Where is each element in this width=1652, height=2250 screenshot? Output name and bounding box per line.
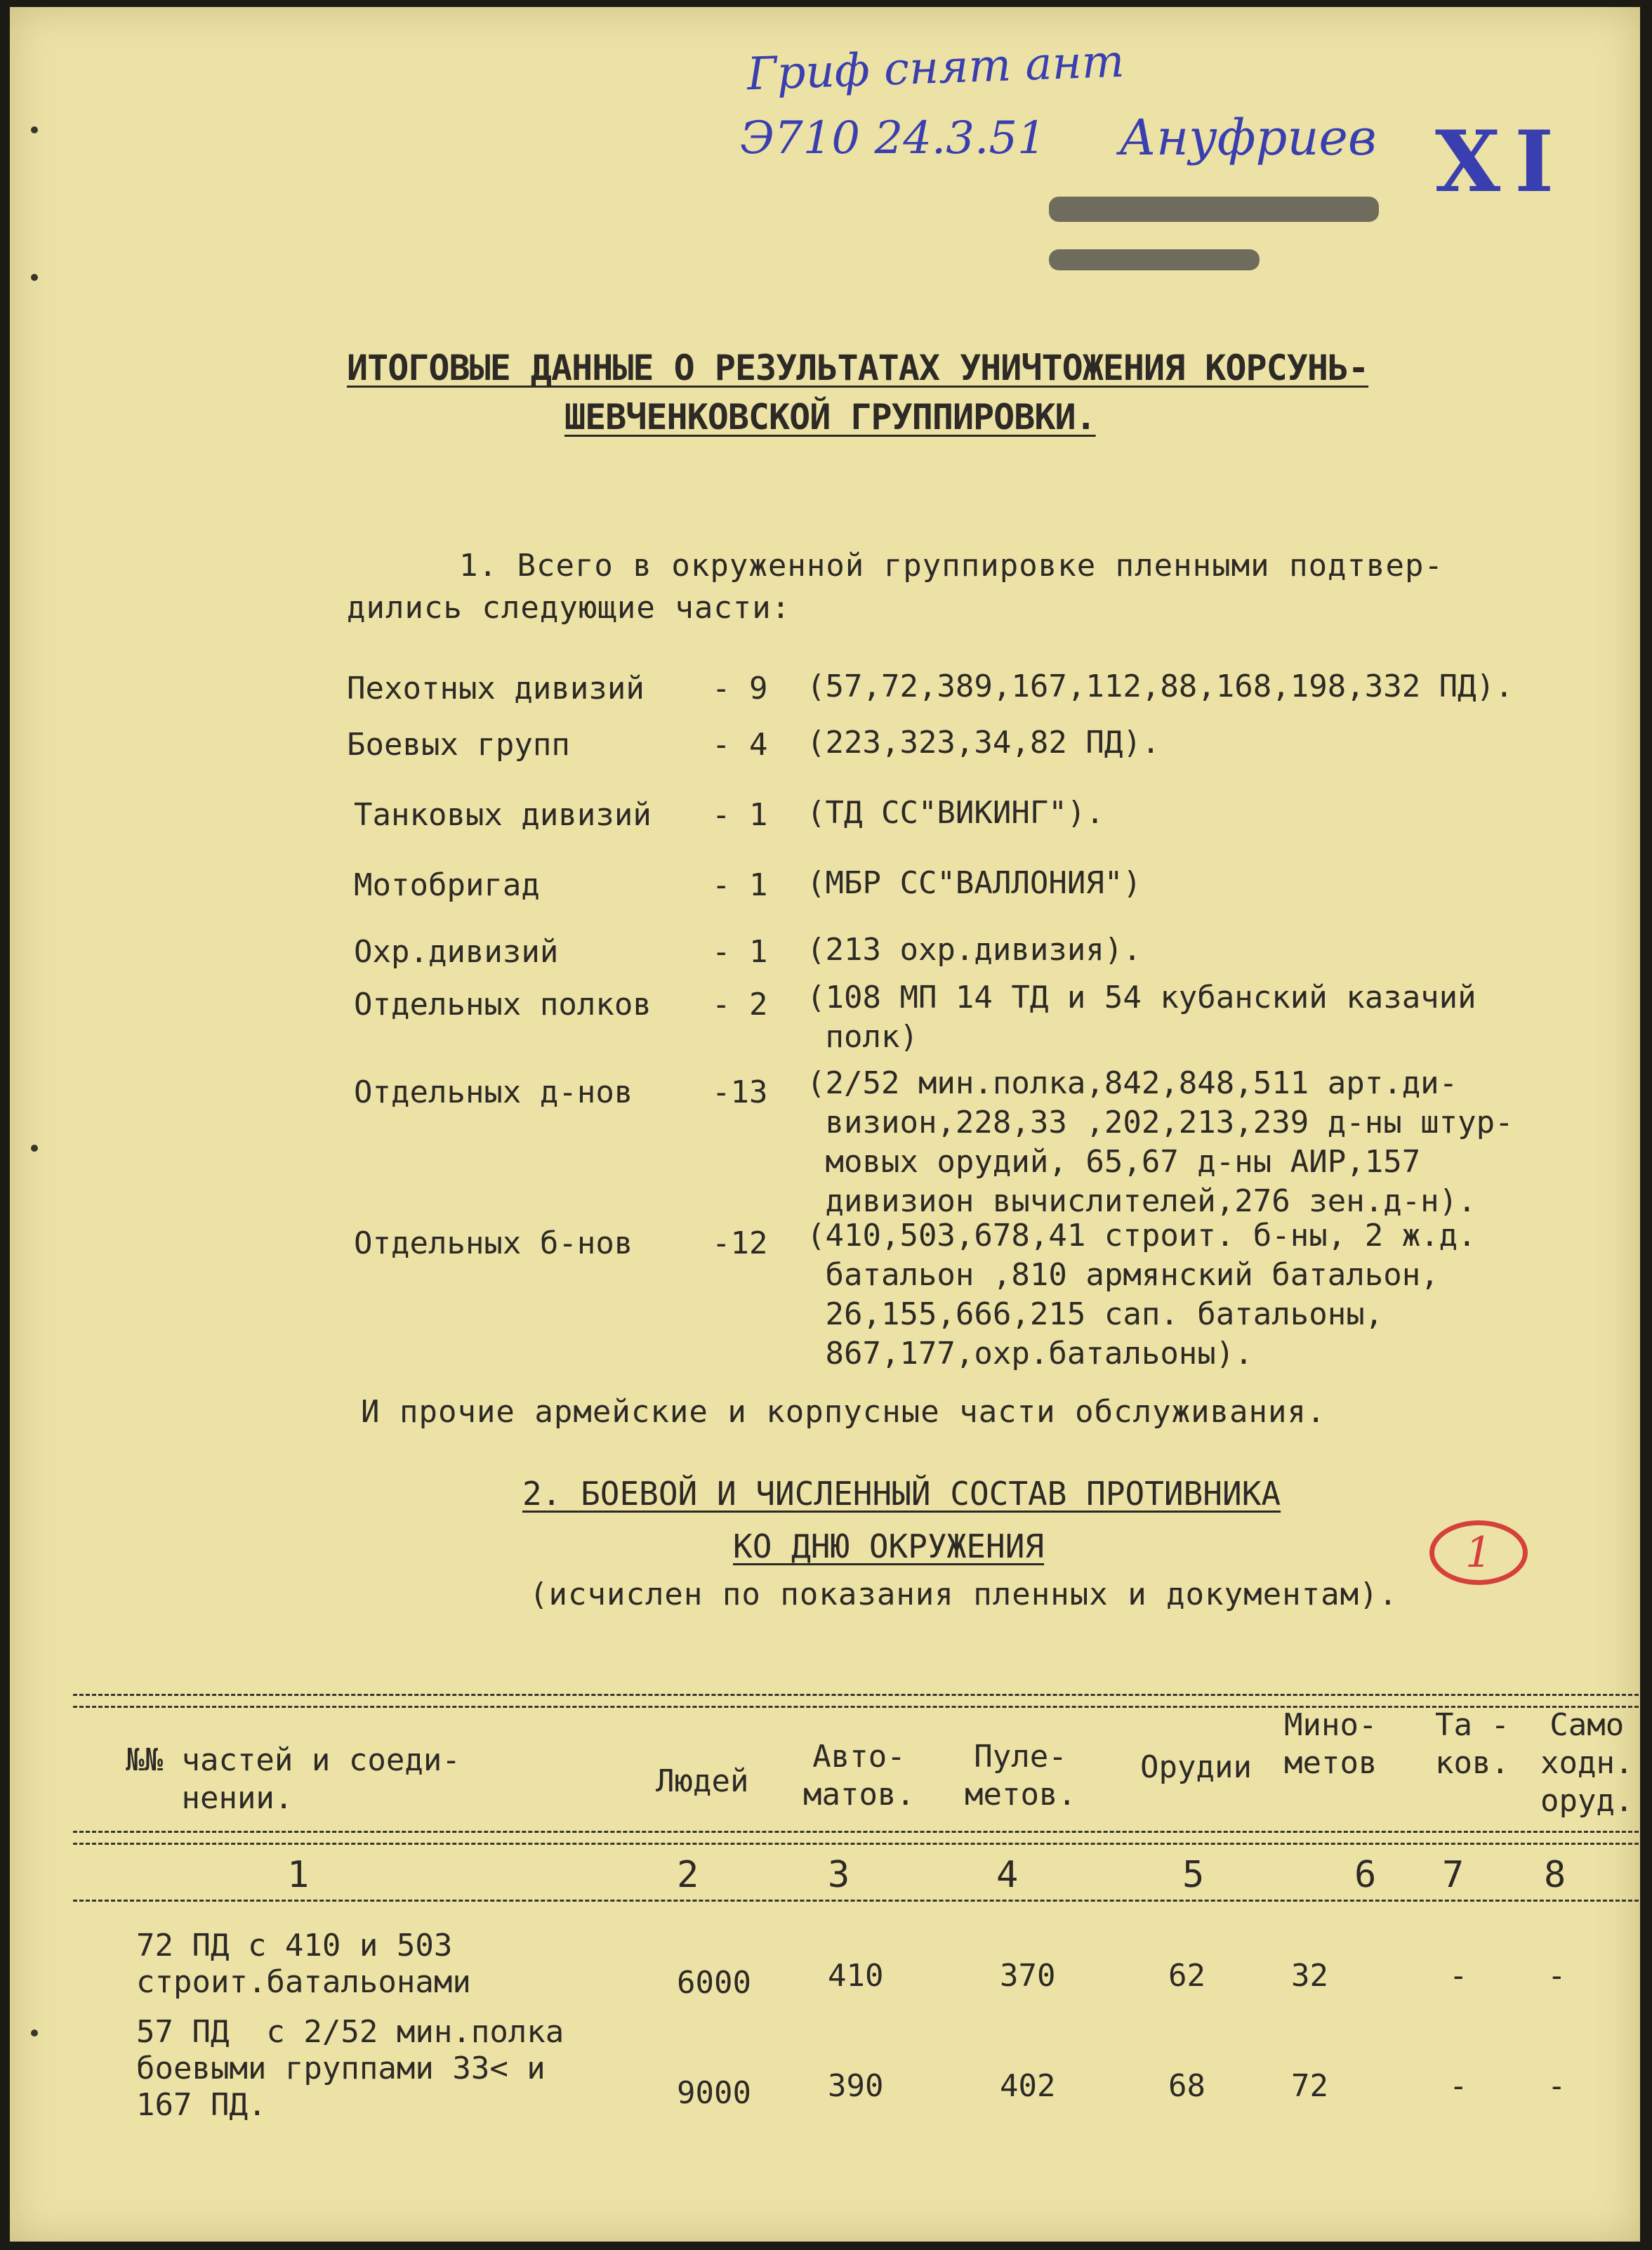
unit-detail: (ТД СС"ВИКИНГ"). — [807, 795, 1104, 831]
table-cell-tanks: - — [1449, 2068, 1468, 2104]
unit-count: - 1 — [712, 797, 768, 833]
table-cell-tanks: - — [1449, 1958, 1468, 1994]
unit-count: -13 — [712, 1074, 768, 1110]
table-row-unit-name: 72 ПД с 410 и 503 строит.батальонами — [136, 1928, 471, 2000]
table-cell-people: 9000 — [677, 2075, 751, 2111]
table-header-units: №№ частей и соеди- нении. — [126, 1742, 461, 1816]
unit-label: Отдельных д-нов — [354, 1074, 633, 1110]
binder-hole — [31, 126, 38, 133]
unit-detail: (213 охр.дивизия). — [807, 932, 1142, 968]
column-number: 4 — [996, 1854, 1019, 1896]
table-header-guns: Орудии — [1140, 1749, 1252, 1785]
unit-label: Боевых групп — [347, 727, 570, 763]
table-cell-mortars: 32 — [1291, 1958, 1328, 1994]
table-header-people: Людей — [656, 1763, 749, 1799]
section2-subtitle: (исчислен по показания пленных и документам). — [529, 1577, 1399, 1612]
handwritten-date-note: Э710 24.3.51 — [740, 112, 1046, 164]
section1-intro-line2: дились следующие части: — [347, 590, 791, 626]
unit-detail: (410,503,678,41 строит. б-ны, 2 ж.д. батальон ,810 армянский батальон, 26,155,666,215 сап. батальоны, 867,177,охр.батальоны). — [807, 1218, 1476, 1371]
handwritten-roman-numeral: XI — [1435, 112, 1568, 211]
section1-intro-line1: 1. Всего в окруженной группировке пленными подтвер- — [459, 548, 1444, 584]
unit-label: Отдельных б-нов — [354, 1225, 633, 1261]
table-column-number-rule — [73, 1900, 1639, 1902]
unit-label: Пехотных дивизий — [347, 671, 645, 706]
redaction-mark — [1049, 249, 1260, 270]
table-header-tanks: Та - ков. — [1435, 1707, 1509, 1781]
table-header-submachine-guns: Авто- матов. — [803, 1739, 915, 1813]
table-cell-guns: 68 — [1168, 2068, 1205, 2104]
section2-title-line2: КО ДНЮ ОКРУЖЕНИЯ — [733, 1527, 1045, 1565]
unit-count: -12 — [712, 1225, 768, 1261]
table-row-unit-name: 57 ПД с 2/52 мин.полка боевыми группами 33< и 167 ПД. — [136, 2014, 564, 2123]
document-title-line2: ШЕВЧЕНКОВСКОЙ ГРУППИРОВКИ. — [564, 397, 1096, 438]
section2-title-line1: 2. БОЕВОЙ И ЧИСЛЕННЫЙ СОСТАВ ПРОТИВНИКА — [522, 1475, 1281, 1513]
handwritten-declassification-note: Гриф снят ант — [746, 35, 1125, 101]
column-number: 5 — [1182, 1854, 1205, 1896]
unit-count: - 9 — [712, 671, 768, 706]
table-cell-submachine-guns: 410 — [828, 1958, 884, 1994]
column-number: 8 — [1544, 1854, 1566, 1896]
column-number: 1 — [287, 1854, 310, 1896]
unit-detail: (223,323,34,82 ПД). — [807, 725, 1161, 761]
unit-detail: (2/52 мин.полка,842,848,511 арт.ди- визион,228,33 ,202,213,239 д-ны штур- мовых орудий, 65,67 д-ны АИР,157 дивизион вычислителей,276 зен.д-н). — [807, 1065, 1514, 1219]
table-cell-machine-guns: 402 — [1000, 2068, 1056, 2104]
unit-label: Отдельных полков — [354, 987, 652, 1022]
table-cell-people: 6000 — [677, 1965, 751, 2001]
column-number: 6 — [1354, 1854, 1377, 1896]
binder-hole — [31, 2029, 38, 2037]
column-number: 7 — [1442, 1854, 1465, 1896]
unit-label: Танковых дивизий — [354, 797, 652, 833]
unit-detail: (108 МП 14 ТД и 54 кубанский казачий полк) — [807, 980, 1476, 1055]
table-cell-mortars: 72 — [1291, 2068, 1328, 2104]
redaction-mark — [1049, 197, 1379, 222]
section1-footer: И прочие армейские и корпусные части обслуживания. — [361, 1394, 1326, 1430]
handwritten-signature: Ануфриев — [1119, 109, 1377, 166]
unit-detail: (57,72,389,167,112,88,168,198,332 ПД). — [807, 669, 1514, 704]
unit-detail: (МБР СС"ВАЛЛОНИЯ") — [807, 865, 1142, 901]
table-cell-self-propelled: - — [1547, 2068, 1566, 2104]
table-header-rule — [73, 1831, 1639, 1845]
binder-hole — [31, 274, 38, 281]
document-title-line1: ИТОГОВЫЕ ДАННЫЕ О РЕЗУЛЬТАТАХ УНИЧТОЖЕНИЯ КОРСУНЬ- — [347, 348, 1369, 388]
column-number: 2 — [677, 1854, 699, 1896]
unit-label: Мотобригад — [354, 867, 540, 903]
document-page — [10, 7, 1640, 2242]
table-cell-self-propelled: - — [1547, 1958, 1566, 1994]
table-cell-submachine-guns: 390 — [828, 2068, 884, 2104]
unit-count: - 2 — [712, 987, 768, 1022]
table-header-mortars: Мино- метов — [1284, 1707, 1377, 1781]
table-cell-guns: 62 — [1168, 1958, 1205, 1994]
table-top-rule — [73, 1694, 1639, 1708]
page-number-circle: 1 — [1429, 1520, 1528, 1585]
unit-count: - 1 — [712, 867, 768, 903]
column-number: 3 — [828, 1854, 850, 1896]
unit-count: - 4 — [712, 727, 768, 763]
table-cell-machine-guns: 370 — [1000, 1958, 1056, 1994]
unit-label: Охр.дивизий — [354, 934, 559, 970]
unit-count: - 1 — [712, 934, 768, 970]
table-header-machine-guns: Пуле- метов. — [965, 1739, 1076, 1813]
table-header-self-propelled-guns: Само ходн. оруд. — [1540, 1707, 1634, 1819]
binder-hole — [31, 1145, 38, 1152]
